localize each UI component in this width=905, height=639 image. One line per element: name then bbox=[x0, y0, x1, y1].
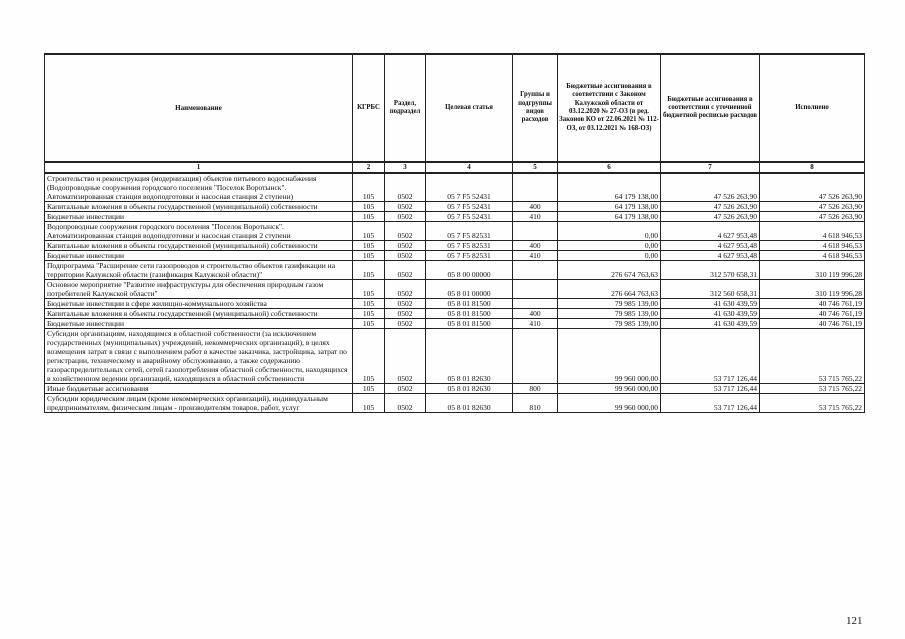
cell-name: Иные бюджетные ассигнования bbox=[45, 384, 353, 394]
cell-kgrbs: 105 bbox=[353, 173, 385, 202]
cell-list-amount: 53 717 126,44 bbox=[661, 329, 760, 384]
table-row bbox=[45, 202, 865, 212]
cell-law-amount: 0,00 bbox=[558, 222, 661, 241]
column-number: 4 bbox=[426, 162, 513, 173]
header-section: Раздел, подраздел bbox=[385, 54, 426, 162]
column-number: 7 bbox=[661, 162, 760, 173]
cell-list-amount: 47 526 263,90 bbox=[661, 212, 760, 222]
cell-target: 05 8 00 00000 bbox=[426, 261, 513, 280]
cell-target: 05 8 01 82630 bbox=[426, 384, 513, 394]
cell-section: 0502 bbox=[385, 173, 426, 202]
cell-group: 810 bbox=[513, 394, 558, 413]
cell-law-amount: 79 985 139,00 bbox=[558, 299, 661, 309]
header-target: Целевая статья bbox=[426, 54, 513, 162]
cell-law-amount: 0,00 bbox=[558, 251, 661, 261]
table-row bbox=[45, 309, 865, 319]
table-row bbox=[45, 222, 865, 241]
cell-group: 800 bbox=[513, 384, 558, 394]
cell-law-amount: 276 674 763,63 bbox=[558, 261, 661, 280]
cell-law-amount: 64 179 138,00 bbox=[558, 212, 661, 222]
cell-group bbox=[513, 222, 558, 241]
cell-law-amount: 99 960 000,00 bbox=[558, 329, 661, 384]
cell-section: 0502 bbox=[385, 261, 426, 280]
cell-done-amount: 310 119 996,28 bbox=[760, 280, 865, 299]
cell-section: 0502 bbox=[385, 222, 426, 241]
cell-law-amount: 64 179 138,00 bbox=[558, 202, 661, 212]
header-row bbox=[45, 54, 865, 162]
column-number: 1 bbox=[45, 162, 353, 173]
column-number: 6 bbox=[558, 162, 661, 173]
table-row bbox=[45, 299, 865, 309]
cell-list-amount: 4 627 953,48 bbox=[661, 251, 760, 261]
cell-group: 410 bbox=[513, 319, 558, 329]
cell-list-amount: 4 627 953,48 bbox=[661, 241, 760, 251]
cell-kgrbs: 105 bbox=[353, 222, 385, 241]
cell-done-amount: 47 526 263,90 bbox=[760, 173, 865, 202]
cell-list-amount: 53 717 126,44 bbox=[661, 384, 760, 394]
column-number: 3 bbox=[385, 162, 426, 173]
cell-group bbox=[513, 299, 558, 309]
cell-name: Капитальные вложения в объекты государственной (муниципальной) собственности bbox=[45, 309, 353, 319]
table-row bbox=[45, 251, 865, 261]
column-number: 5 bbox=[513, 162, 558, 173]
cell-group bbox=[513, 280, 558, 299]
cell-kgrbs: 105 bbox=[353, 319, 385, 329]
header-list: Бюджетные ассигнования в соответствии с уточненной бюджетной росписью расходов bbox=[661, 54, 760, 162]
cell-list-amount: 312 560 658,31 bbox=[661, 280, 760, 299]
header-name: Наименование bbox=[45, 54, 353, 162]
cell-law-amount: 79 985 139,00 bbox=[558, 309, 661, 319]
cell-kgrbs: 105 bbox=[353, 384, 385, 394]
cell-list-amount: 41 630 439,59 bbox=[661, 309, 760, 319]
cell-section: 0502 bbox=[385, 309, 426, 319]
header-done: Исполнено bbox=[760, 54, 865, 162]
cell-kgrbs: 105 bbox=[353, 212, 385, 222]
cell-section: 0502 bbox=[385, 329, 426, 384]
table-row bbox=[45, 261, 865, 280]
cell-done-amount: 4 618 946,53 bbox=[760, 251, 865, 261]
table-row bbox=[45, 394, 865, 413]
table-row bbox=[45, 173, 865, 202]
cell-list-amount: 47 526 263,90 bbox=[661, 173, 760, 202]
cell-target: 05 7 F5 52431 bbox=[426, 202, 513, 212]
cell-target: 05 7 F5 52431 bbox=[426, 173, 513, 202]
cell-done-amount: 4 618 946,53 bbox=[760, 222, 865, 241]
cell-name: Водопроводные сооружения городского поселения "Поселок Воротынск". Автоматизированная станция водоподготовки и насосная станция 2 ступени bbox=[45, 222, 353, 241]
cell-done-amount: 40 746 761,19 bbox=[760, 309, 865, 319]
cell-section: 0502 bbox=[385, 251, 426, 261]
cell-name: Бюджетные инвестиции bbox=[45, 319, 353, 329]
cell-target: 05 7 F5 52431 bbox=[426, 212, 513, 222]
cell-name: Основное мероприятие "Развитие инфраструктуры для обеспечения природным газом потребителей Калужской области" bbox=[45, 280, 353, 299]
cell-kgrbs: 105 bbox=[353, 329, 385, 384]
cell-target: 05 8 01 81500 bbox=[426, 309, 513, 319]
cell-target: 05 8 01 81500 bbox=[426, 299, 513, 309]
cell-list-amount: 312 570 658,31 bbox=[661, 261, 760, 280]
table-row bbox=[45, 319, 865, 329]
cell-target: 05 8 01 82630 bbox=[426, 394, 513, 413]
cell-kgrbs: 105 bbox=[353, 202, 385, 212]
table-row bbox=[45, 212, 865, 222]
budget-table bbox=[44, 53, 865, 413]
table-row bbox=[45, 384, 865, 394]
table-row bbox=[45, 329, 865, 384]
cell-name: Бюджетные инвестиции bbox=[45, 251, 353, 261]
cell-section: 0502 bbox=[385, 299, 426, 309]
cell-list-amount: 47 526 263,90 bbox=[661, 202, 760, 212]
cell-group: 400 bbox=[513, 309, 558, 319]
cell-group: 400 bbox=[513, 241, 558, 251]
cell-done-amount: 53 715 765,22 bbox=[760, 329, 865, 384]
cell-name: Бюджетные инвестиции bbox=[45, 212, 353, 222]
cell-target: 05 8 01 81500 bbox=[426, 319, 513, 329]
cell-law-amount: 99 960 000,00 bbox=[558, 384, 661, 394]
cell-section: 0502 bbox=[385, 202, 426, 212]
cell-done-amount: 47 526 263,90 bbox=[760, 202, 865, 212]
cell-section: 0502 bbox=[385, 280, 426, 299]
cell-group: 410 bbox=[513, 251, 558, 261]
cell-list-amount: 53 717 126,44 bbox=[661, 394, 760, 413]
cell-list-amount: 41 630 439,59 bbox=[661, 319, 760, 329]
header-group: Группы и подгруппы видов расходов bbox=[513, 54, 558, 162]
cell-done-amount: 53 715 765,22 bbox=[760, 384, 865, 394]
cell-name: Субсидии юридическим лицам (кроме некоммерческих организаций), индивидуальным предпринимателям, физическим лицам - производителям товаров, работ, услуг bbox=[45, 394, 353, 413]
table-row bbox=[45, 241, 865, 251]
cell-done-amount: 47 526 263,90 bbox=[760, 212, 865, 222]
cell-section: 0502 bbox=[385, 319, 426, 329]
cell-name: Бюджетные инвестиции в сфере жилищно-коммунального хозяйства bbox=[45, 299, 353, 309]
header-law: Бюджетные ассигнования в соответствии с Законом Калужской области от 03.12.2020 № 27-ОЗ (в ред. Законов КО от 22.06.2021 № 112-ОЗ, от 03.12.2021 № 168-ОЗ) bbox=[558, 54, 661, 162]
cell-law-amount: 79 985 139,00 bbox=[558, 319, 661, 329]
column-number-row bbox=[45, 162, 865, 173]
cell-name: Подпрограмма "Расширение сети газопроводов и строительство объектов газификации на территории Калужской области (газификация Калужской области)" bbox=[45, 261, 353, 280]
table-row bbox=[45, 280, 865, 299]
cell-list-amount: 4 627 953,48 bbox=[661, 222, 760, 241]
cell-section: 0502 bbox=[385, 384, 426, 394]
cell-done-amount: 53 715 765,22 bbox=[760, 394, 865, 413]
cell-group bbox=[513, 261, 558, 280]
cell-list-amount: 41 630 439,59 bbox=[661, 299, 760, 309]
column-number: 2 bbox=[353, 162, 385, 173]
cell-law-amount: 64 179 138,00 bbox=[558, 173, 661, 202]
page-number: 121 bbox=[846, 615, 863, 627]
cell-group bbox=[513, 329, 558, 384]
cell-kgrbs: 105 bbox=[353, 251, 385, 261]
cell-target: 05 8 01 82630 bbox=[426, 329, 513, 384]
cell-kgrbs: 105 bbox=[353, 280, 385, 299]
cell-law-amount: 276 664 763,63 bbox=[558, 280, 661, 299]
cell-section: 0502 bbox=[385, 394, 426, 413]
header-kgrbs: КГРБС bbox=[353, 54, 385, 162]
cell-target: 05 7 F5 82531 bbox=[426, 251, 513, 261]
cell-group: 410 bbox=[513, 212, 558, 222]
cell-name: Субсидии организациям, находящимся в областной собственности (за исключением государственных (муниципальных) учреждений, некоммерческих организаций), в целях возмещения затрат в связи с выполнением работ в качестве заказчика, застройщика, затрат по регистрации, техническому и аварийному обслуживанию, а также содержанию газораспределительных сетей, сетей газопотребления областной собственности, находящихся в хозяйственном ведении организаций, находящихся в областной собственности bbox=[45, 329, 353, 384]
cell-target: 05 7 F5 82531 bbox=[426, 241, 513, 251]
cell-law-amount: 99 960 000,00 bbox=[558, 394, 661, 413]
cell-done-amount: 310 119 996,28 bbox=[760, 261, 865, 280]
cell-kgrbs: 105 bbox=[353, 261, 385, 280]
cell-target: 05 8 01 00000 bbox=[426, 280, 513, 299]
cell-group bbox=[513, 173, 558, 202]
cell-done-amount: 40 746 761,19 bbox=[760, 299, 865, 309]
cell-section: 0502 bbox=[385, 241, 426, 251]
cell-name: Строительство и реконструкция (модернизация) объектов питьевого водоснабжения (Водопроводные сооружения городского поселения "Поселок Воротынск". Автоматизированная станция водоподготовки и насосная станция 2 ступени) bbox=[45, 173, 353, 202]
cell-group: 400 bbox=[513, 202, 558, 212]
cell-target: 05 7 F5 82531 bbox=[426, 222, 513, 241]
cell-done-amount: 40 746 761,19 bbox=[760, 319, 865, 329]
cell-law-amount: 0,00 bbox=[558, 241, 661, 251]
cell-name: Капитальные вложения в объекты государственной (муниципальной) собственности bbox=[45, 241, 353, 251]
cell-section: 0502 bbox=[385, 212, 426, 222]
cell-kgrbs: 105 bbox=[353, 394, 385, 413]
cell-kgrbs: 105 bbox=[353, 241, 385, 251]
cell-kgrbs: 105 bbox=[353, 299, 385, 309]
column-number: 8 bbox=[760, 162, 865, 173]
cell-kgrbs: 105 bbox=[353, 309, 385, 319]
cell-name: Капитальные вложения в объекты государственной (муниципальной) собственности bbox=[45, 202, 353, 212]
cell-done-amount: 4 618 946,53 bbox=[760, 241, 865, 251]
